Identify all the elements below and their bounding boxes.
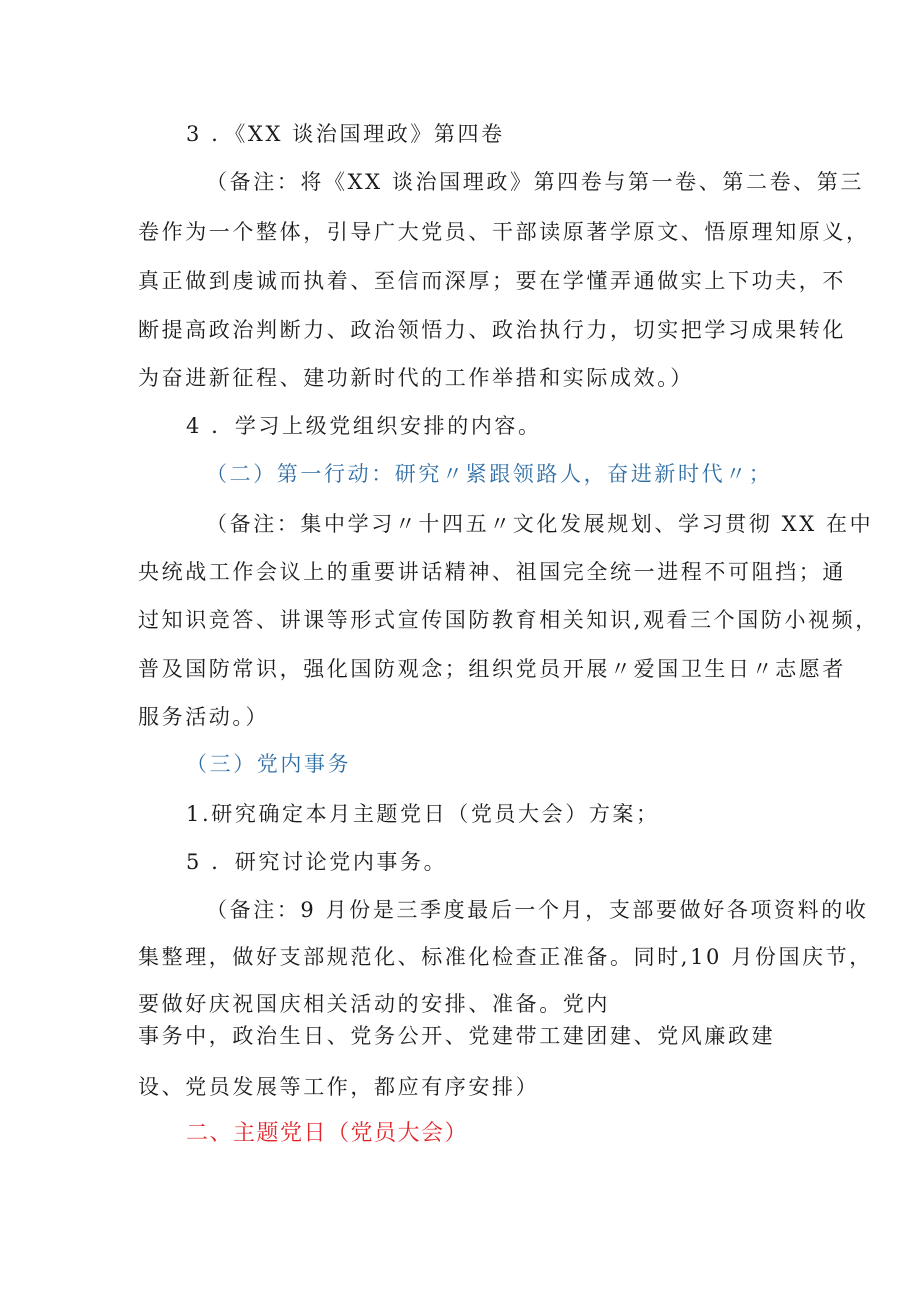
note-3-line-4: 事务中，政治生日、党务公开、党建带工建团建、党风廉政建 bbox=[138, 1024, 776, 1048]
note-2-line-4: 普及国防常识，强化国防观念；组织党员开展〃爱国卫生日〃志愿者 bbox=[138, 657, 846, 681]
note-1-line-5: 为奋进新征程、建功新时代的工作举措和实际成效。） bbox=[138, 366, 694, 390]
note-1-line-4: 断提高政治判断力、政治领悟力、政治执行力，切实把学习成果转化 bbox=[138, 318, 846, 342]
heading-theme-day: 二、主题党日（党员大会） bbox=[186, 1121, 469, 1146]
section-2-heading: （二）第一行动：研究〃紧跟领路人，奋进新时代〃； bbox=[206, 462, 773, 486]
note-2-line-5: 服务活动。） bbox=[138, 705, 270, 729]
note-3-line-1: （备注：9 月份是三季度最后一个月，支部要做好各项资料的收 bbox=[206, 898, 869, 922]
item-4: 4 ．学习上级党组织安排的内容。 bbox=[186, 414, 542, 438]
note-2-line-1: （备注：集中学习〃十四五〃文化发展规划、学习贯彻 XX 在中 bbox=[206, 512, 874, 536]
note-1-line-3: 真正做到虔诚而执着、至信而深厚；要在学懂弄通做实上下功夫，不 bbox=[138, 269, 846, 293]
note-1-line-2: 卷作为一个整体，引导广大党员、干部读原著学原文、悟原理知原义， bbox=[138, 220, 870, 244]
note-3-line-3: 要做好庆祝国庆相关活动的安排、准备。党内 bbox=[138, 992, 610, 1016]
note-1-line-1: （备注：将《XX 谈治国理政》第四卷与第一卷、第二卷、第三 bbox=[206, 170, 864, 194]
item-5: 5 ．研究讨论党内事务。 bbox=[186, 850, 448, 874]
note-3-line-5: 设、党员发展等工作，都应有序安排） bbox=[138, 1075, 540, 1099]
note-3-line-2: 集整理，做好支部规范化、标准化检查正准备。同时,10 月份国庆节， bbox=[138, 945, 873, 969]
item-3: 3 ．《XX 谈治国理政》第四卷 bbox=[186, 122, 505, 146]
note-2-line-2: 央统战工作会议上的重要讲话精神、祖国完全统一进程不可阻挡；通 bbox=[138, 560, 846, 584]
note-2-line-3: 过知识竞答、讲课等形式宣传国防教育相关知识,观看三个国防小视频， bbox=[138, 608, 879, 632]
item-1: 1.研究确定本月主题党日（党员大会）方案； bbox=[186, 802, 660, 826]
section-3-heading: （三）党内事务 bbox=[186, 752, 352, 776]
